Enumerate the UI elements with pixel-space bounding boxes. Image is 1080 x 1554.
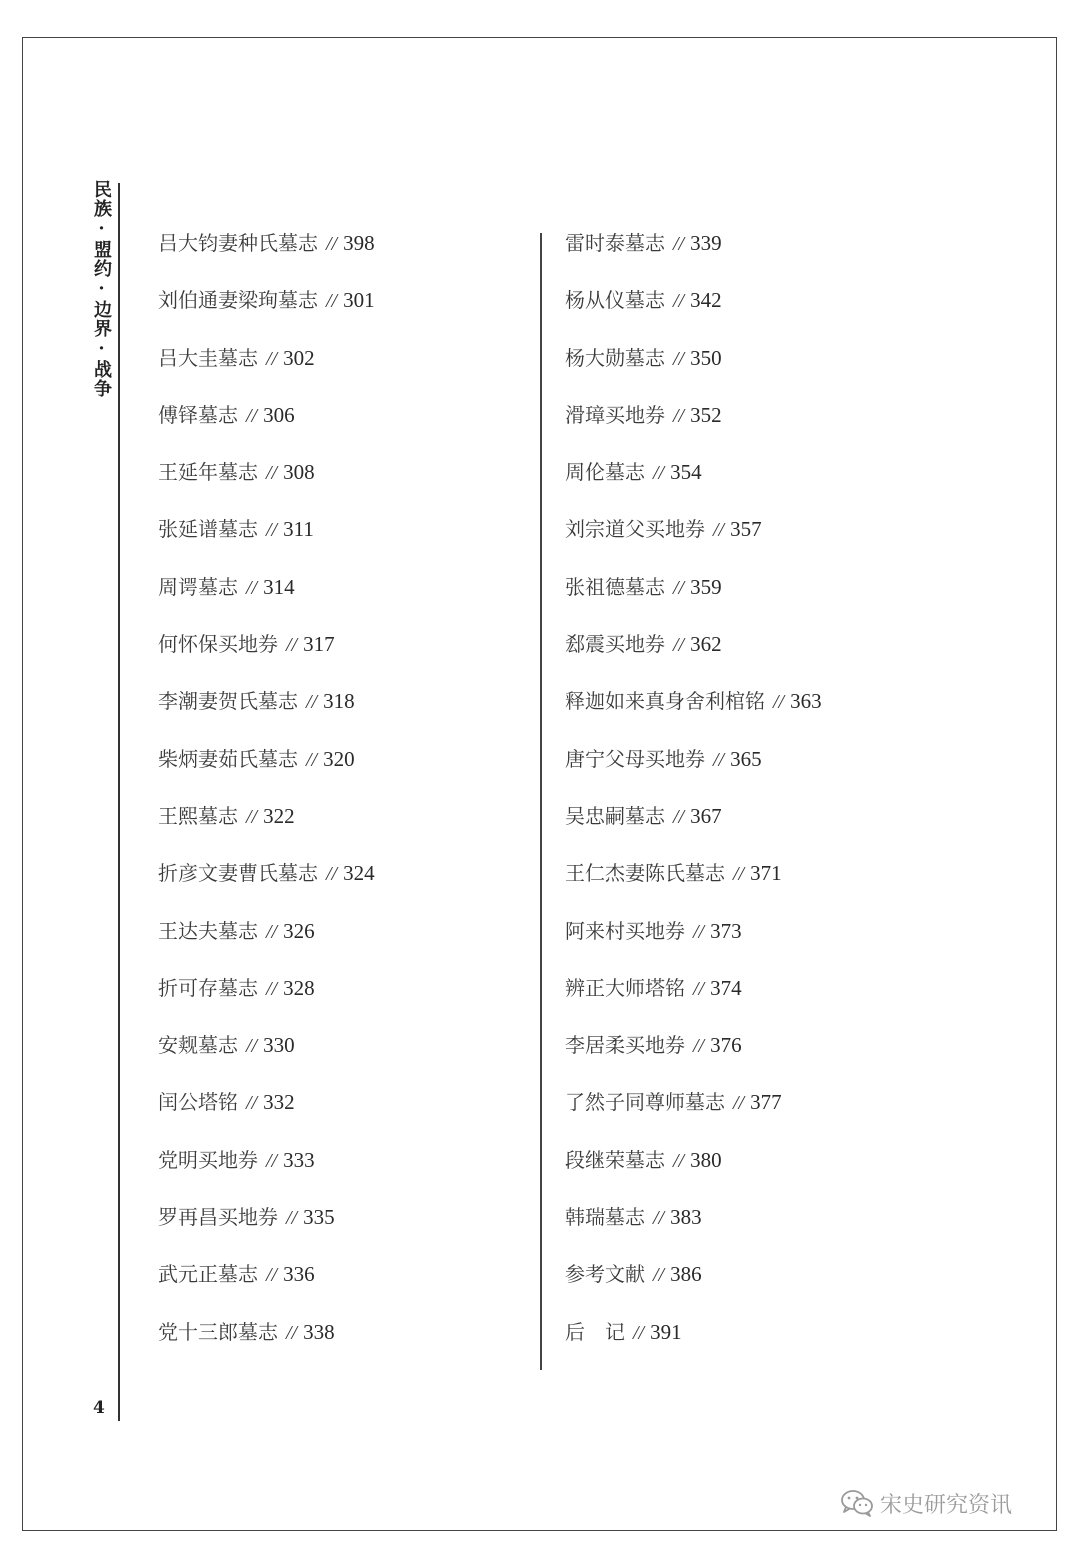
- toc-entry-page: 330: [263, 1033, 295, 1058]
- toc-entry-separator: //: [326, 863, 338, 886]
- toc-entry: [565, 340, 822, 397]
- toc-entry-separator: //: [266, 519, 278, 542]
- toc-entry: [158, 1142, 375, 1199]
- toc-entry-separator: //: [653, 1264, 665, 1287]
- toc-column-right: [565, 225, 822, 1371]
- toc-entry: [158, 683, 375, 740]
- toc-entry: [565, 913, 822, 970]
- toc-entry-separator: //: [653, 462, 665, 485]
- toc-entry-page: 342: [690, 288, 722, 313]
- toc-entry-title: 杨大勋墓志: [565, 345, 665, 370]
- watermark: [840, 1486, 1012, 1520]
- toc-entry-page: 336: [283, 1262, 315, 1287]
- toc-entry-title: 韩瑞墓志: [565, 1205, 645, 1230]
- toc-entry: [565, 798, 822, 855]
- toc-entry: [565, 1199, 822, 1256]
- toc-entry-title: 吴忠嗣墓志: [565, 803, 665, 828]
- toc-entry-page: 333: [283, 1147, 315, 1172]
- toc-entry-page: 318: [323, 689, 355, 714]
- toc-entry-page: 373: [710, 918, 742, 943]
- toc-entry-page: 362: [690, 632, 722, 657]
- toc-entry: [565, 282, 822, 339]
- toc-entry-title: 周谔墓志: [158, 574, 238, 599]
- toc-entry: [565, 970, 822, 1027]
- toc-entry-separator: //: [246, 1092, 258, 1115]
- toc-entry-page: 359: [690, 574, 722, 599]
- toc-entry-separator: //: [286, 634, 298, 657]
- toc-entry-separator: //: [286, 1207, 298, 1230]
- toc-entry-page: 301: [343, 288, 375, 313]
- toc-entry-title: 李居柔买地券: [565, 1033, 685, 1058]
- toc-entry-page: 332: [263, 1090, 295, 1115]
- toc-entry: [565, 1256, 822, 1313]
- toc-entry-page: 308: [283, 460, 315, 485]
- toc-entry: [158, 913, 375, 970]
- toc-entry-separator: //: [266, 1149, 278, 1172]
- toc-entry-page: 302: [283, 345, 315, 370]
- toc-entry-separator: //: [693, 920, 705, 943]
- toc-entry-separator: //: [266, 462, 278, 485]
- toc-entry-separator: //: [733, 1092, 745, 1115]
- toc-entry: [565, 1027, 822, 1084]
- toc-entry-page: 311: [283, 517, 314, 542]
- toc-entry-separator: //: [246, 404, 258, 427]
- toc-entry-title: 王仁杰妻陈氏墓志: [565, 861, 725, 886]
- toc-entry-page: 306: [263, 402, 295, 427]
- toc-entry-title: 折彦文妻曹氏墓志: [158, 861, 318, 886]
- toc-entry-title: 闰公塔铭: [158, 1090, 238, 1115]
- toc-entry-page: 376: [710, 1033, 742, 1058]
- toc-entry-title: 吕大圭墓志: [158, 345, 258, 370]
- toc-entry: [565, 225, 822, 282]
- toc-entry-title: 傅铎墓志: [158, 402, 238, 427]
- toc-entry-page: 326: [283, 918, 315, 943]
- toc-entry-title: 武元正墓志: [158, 1262, 258, 1287]
- toc-entry: [158, 626, 375, 683]
- toc-entry-title: 李潮妻贺氏墓志: [158, 689, 298, 714]
- toc-entry: [158, 741, 375, 798]
- toc-entry-title: 党明买地券: [158, 1147, 258, 1172]
- toc-entry-separator: //: [653, 1207, 665, 1230]
- toc-entry-page: 338: [303, 1319, 335, 1344]
- toc-entry: [158, 569, 375, 626]
- toc-entry: [565, 1314, 822, 1371]
- toc-entry-title: 安觌墓志: [158, 1033, 238, 1058]
- toc-entry-separator: //: [266, 347, 278, 370]
- toc-entry-title: 段继荣墓志: [565, 1147, 665, 1172]
- toc-entry-separator: //: [246, 805, 258, 828]
- toc-entry-page: 363: [790, 689, 822, 714]
- toc-entry-separator: //: [633, 1321, 645, 1344]
- toc-entry: [565, 1142, 822, 1199]
- toc-entry-page: 314: [263, 574, 295, 599]
- toc-entry-title: 刘宗道父买地券: [565, 517, 705, 542]
- toc-entry: [158, 340, 375, 397]
- toc-entry: [158, 970, 375, 1027]
- toc-entry-page: 339: [690, 231, 722, 255]
- side-rule: [118, 183, 120, 1421]
- toc-entry-title: 郄震买地券: [565, 632, 665, 657]
- toc-entry-page: 380: [690, 1147, 722, 1172]
- toc-entry-page: 317: [303, 632, 335, 657]
- toc-entry-separator: //: [266, 920, 278, 943]
- toc-entry-title: 辨正大师塔铭: [565, 975, 685, 1000]
- toc-entry-page: 352: [690, 402, 722, 427]
- toc-entry-title: 后 记: [565, 1319, 625, 1344]
- page-number: 4: [93, 1398, 105, 1418]
- toc-entry-separator: //: [266, 1264, 278, 1287]
- toc-entry-title: 滑璋买地券: [565, 402, 665, 427]
- toc-entry-separator: //: [773, 691, 785, 714]
- toc-entry-page: 371: [750, 861, 782, 886]
- toc-entry: [158, 1314, 375, 1371]
- toc-entry: [158, 1084, 375, 1141]
- toc-entry-separator: //: [673, 634, 685, 657]
- toc-entry-separator: //: [713, 519, 725, 542]
- toc-entry-page: 354: [670, 460, 702, 485]
- toc-entry-page: 328: [283, 975, 315, 1000]
- toc-entry-page: 324: [343, 861, 375, 886]
- toc-entry-page: 335: [303, 1205, 335, 1230]
- toc-entry-separator: //: [266, 977, 278, 1000]
- toc-entry-title: 王延年墓志: [158, 460, 258, 485]
- toc-entry: [565, 397, 822, 454]
- toc-entry-title: 阿来村买地券: [565, 918, 685, 943]
- toc-entry: [158, 855, 375, 912]
- toc-entry-separator: //: [306, 691, 318, 714]
- toc-entry-page: 357: [730, 517, 762, 542]
- toc-entry-page: 365: [730, 746, 762, 771]
- toc-entry-title: 雷时泰墓志: [565, 231, 665, 255]
- toc-entry: [158, 397, 375, 454]
- toc-entry: [158, 454, 375, 511]
- toc-entry-title: 张延谱墓志: [158, 517, 258, 542]
- toc-entry: [565, 626, 822, 683]
- toc-entry-separator: //: [306, 748, 318, 771]
- toc-entry-separator: //: [713, 748, 725, 771]
- toc-entry: [158, 798, 375, 855]
- toc-entry-title: 折可存墓志: [158, 975, 258, 1000]
- toc-entry-title: 杨从仪墓志: [565, 288, 665, 313]
- toc-entry-separator: //: [326, 233, 338, 255]
- toc-entry-title: 了然子同尊师墓志: [565, 1090, 725, 1115]
- toc-entry-separator: //: [246, 1035, 258, 1058]
- toc-entry-separator: //: [693, 1035, 705, 1058]
- toc-entry-title: 张祖德墓志: [565, 574, 665, 599]
- toc-entry-page: 386: [670, 1262, 702, 1287]
- toc-entry: [565, 855, 822, 912]
- toc-entry-page: 322: [263, 803, 295, 828]
- toc-entry: [158, 511, 375, 568]
- toc-entry-title: 刘伯通妻梁珣墓志: [158, 288, 318, 313]
- toc-entry-title: 罗再昌买地券: [158, 1205, 278, 1230]
- running-title: 民族·盟约·边界·战争: [91, 180, 112, 398]
- toc-entry-page: 383: [670, 1205, 702, 1230]
- toc-entry: [565, 454, 822, 511]
- toc-entry-page: 367: [690, 803, 722, 828]
- toc-entry: [158, 1199, 375, 1256]
- toc-entry-page: 320: [323, 746, 355, 771]
- toc-entry-title: 吕大钧妻种氏墓志: [158, 231, 318, 255]
- toc-entry-title: 参考文献: [565, 1262, 645, 1287]
- toc-entry-title: 何怀保买地券: [158, 632, 278, 657]
- toc-entry-separator: //: [673, 347, 685, 370]
- toc-entry-title: 柴炳妻茹氏墓志: [158, 746, 298, 771]
- toc-entry-page: 391: [650, 1319, 682, 1344]
- toc-entry-title: 唐宁父母买地券: [565, 746, 705, 771]
- toc-column-left: [158, 225, 375, 1371]
- toc-entry-page: 374: [710, 975, 742, 1000]
- toc-entry-title: 释迦如来真身舍利棺铭: [565, 689, 765, 714]
- toc-entry-title: 王达夫墓志: [158, 918, 258, 943]
- toc-entry: [565, 569, 822, 626]
- toc-entry-title: 周伦墓志: [565, 460, 645, 485]
- toc-entry-separator: //: [673, 1149, 685, 1172]
- toc-entry: [565, 511, 822, 568]
- toc-entry: [158, 1256, 375, 1313]
- toc-entry: [565, 683, 822, 740]
- toc-entry: [158, 282, 375, 339]
- toc-entry: [565, 1084, 822, 1141]
- toc-entry-separator: //: [693, 977, 705, 1000]
- toc-entry-separator: //: [673, 290, 685, 313]
- toc-entry-title: 党十三郎墓志: [158, 1319, 278, 1344]
- toc-entry-separator: //: [246, 576, 258, 599]
- toc-entry-separator: //: [326, 290, 338, 313]
- toc-entry-page: 350: [690, 345, 722, 370]
- wechat-icon: [840, 1489, 874, 1517]
- toc-entry-page: 398: [343, 231, 375, 255]
- toc-entry-separator: //: [733, 863, 745, 886]
- column-divider: [540, 233, 542, 1370]
- toc-entry-title: 王熙墓志: [158, 803, 238, 828]
- toc-entry-separator: //: [673, 233, 685, 255]
- toc-entry-separator: //: [673, 805, 685, 828]
- watermark-text: 宋史研究资讯: [880, 1492, 1013, 1518]
- toc-entry: [158, 1027, 375, 1084]
- toc-entry-page: 377: [750, 1090, 782, 1115]
- toc-entry-separator: //: [673, 576, 685, 599]
- toc-entry-separator: //: [286, 1321, 298, 1344]
- toc-entry-separator: //: [673, 404, 685, 427]
- toc-entry: [565, 741, 822, 798]
- toc-entry: [158, 225, 375, 282]
